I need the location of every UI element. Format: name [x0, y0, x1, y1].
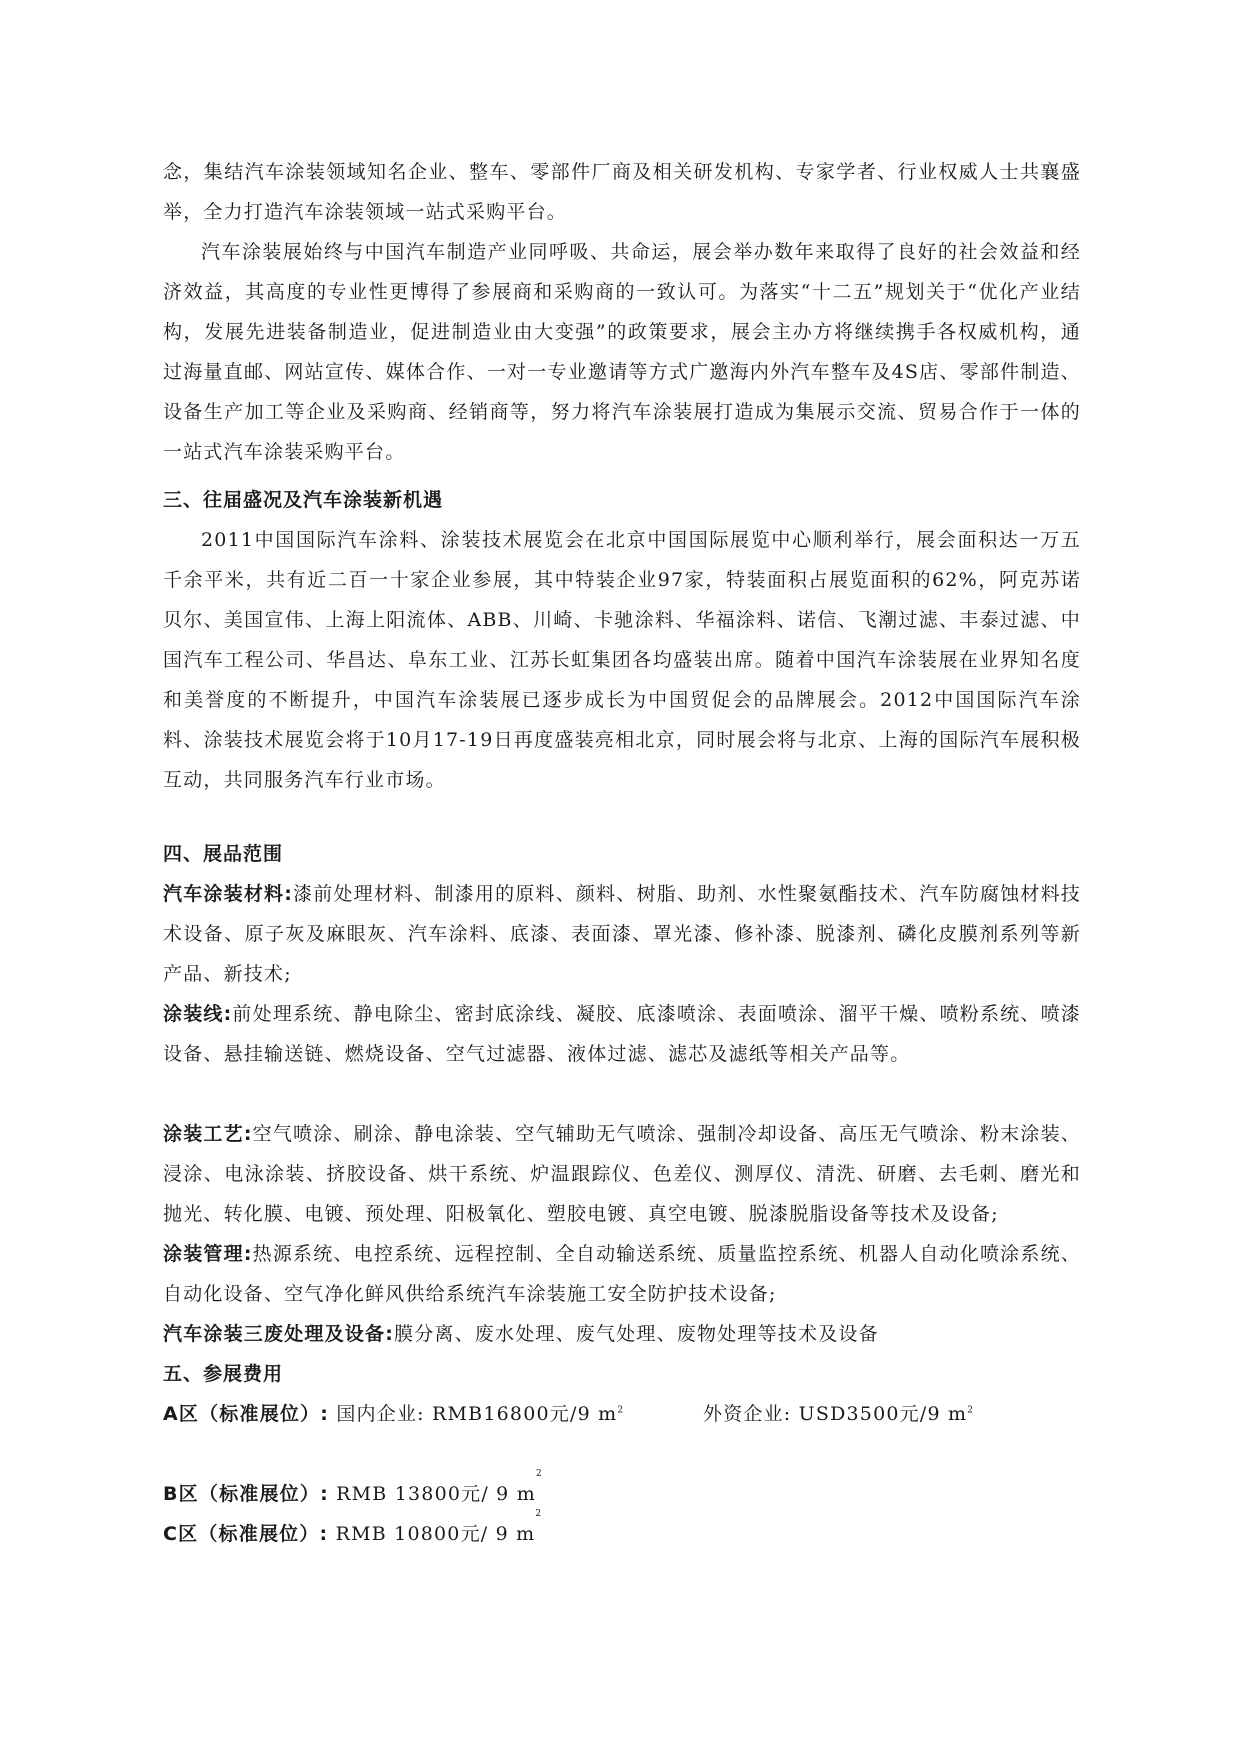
zone-b-label: B区（标准展位）: — [163, 1483, 329, 1505]
fee-zone-a-domestic — [163, 1394, 703, 1434]
exhibit-label-management: 涂装管理: — [163, 1243, 253, 1265]
fee-zone-a-foreign — [703, 1394, 974, 1434]
zone-c-label: C区（标准展位）: — [163, 1523, 329, 1545]
exhibit-label-process: 涂装工艺: — [163, 1123, 253, 1145]
zone-a-domestic-price: 国内企业: RMB16800元/9 m — [336, 1403, 618, 1425]
section5-title: 五、参展费用 — [163, 1363, 284, 1385]
exhibit-text-line: 前处理系统、静电除尘、密封底涂线、凝胶、底漆喷涂、表面喷涂、溜平干燥、喷粉系统、喷漆设备、悬挂输送链、燃烧设备、空气过滤器、液体过滤、滤芯及滤纸等相关产品等。 — [163, 1003, 1081, 1065]
exhibit-text-materials: 漆前处理材料、制漆用的原料、颜料、树脂、助剂、水性聚氨酯技术、汽车防腐蚀材料技术设备、原子灰及麻眼灰、汽车涂料、底漆、表面漆、罩光漆、修补漆、脱漆剂、磷化皮膜剂系列等新产品、新技术; — [163, 883, 1081, 985]
exhibit-text-management: 热源系统、电控系统、远程控制、全自动输送系统、质量监控系统、机器人自动化喷涂系统、自动化设备、空气净化鲜风供给系统汽车涂装施工安全防护技术设备; — [163, 1243, 1081, 1305]
fee-row-zone-c — [163, 1509, 1081, 1554]
section3-paragraph: 2011中国国际汽车涂料、涂装技术展览会在北京中国国际展览中心顺利举行，展会面积达一万五千余平米，共有近二百一十家企业参展，其中特装企业97家，特装面积占展览面积的62%，阿克苏诺贝尔、美国宣伟、上海上阳流体、ABB、川崎、卡驰涂料、华福涂料、诺信、飞潮过滤、丰泰过滤、中国汽车工程公司、华昌达、阜东工业、江苏长虹集团各均盛装出席。随着中国汽车涂装展在业界知名度和美誉度的不断提升，中国汽车涂装展已逐步成长为中国贸促会的品牌展会。2012中国国际汽车涂料、涂装技术展览会将于10月17-19日再度盛装亮相北京，同时展会将与北京、上海的国际汽车展积极互动，共同服务汽车行业市场。 — [163, 529, 1081, 791]
fee-row-zone-a — [163, 1394, 1081, 1434]
spacer — [163, 1434, 1081, 1474]
section3-title: 三、往届盛况及汽车涂装新机遇 — [163, 489, 444, 511]
exhibit-label-materials: 汽车涂装材料: — [163, 883, 294, 905]
exhibit-text-process: 空气喷涂、刷涂、静电涂装、空气辅助无气喷涂、强制冷却设备、高压无气喷涂、粉末涂装、浸涂、电泳涂装、挤胶设备、烘干系统、炉温跟踪仪、色差仪、测厚仪、清洗、研磨、去毛刺、磨光和抛光、转化膜、电镀、预处理、阳极氧化、塑胶电镀、真空电镀、脱漆脱脂设备等技术及设备; — [163, 1123, 1081, 1225]
unit-superscript: 2 — [535, 1509, 543, 1519]
section4-title: 四、展品范围 — [163, 843, 284, 865]
exhibit-item-line — [163, 994, 1081, 1074]
spacer — [163, 1074, 1081, 1114]
exhibit-item-waste — [163, 1314, 1081, 1354]
history-paragraph: 汽车涂装展始终与中国汽车制造产业同呼吸、共命运，展会举办数年来取得了良好的社会效益和经济效益，其高度的专业性更博得了参展商和采购商的一致认可。为落实“十二五”规划关于“优化产业结构，发展先进装备制造业，促进制造业由大变强”的政策要求，展会主办方将继续携手各权威机构，通过海量直邮、网站宣传、媒体合作、一对一专业邀请等方式广邀海内外汽车整车及4S店、零部件制造、设备生产加工等企业及采购商、经销商等，努力将汽车涂装展打造成为集展示交流、贸易合作于一体的一站式汽车涂装采购平台。 — [163, 241, 1081, 463]
exhibit-text-waste: 膜分离、废水处理、废气处理、废物处理等技术及设备 — [394, 1323, 879, 1345]
exhibit-label-waste: 汽车涂装三废处理及设备: — [163, 1323, 394, 1345]
zone-b-price: RMB 13800元/ 9 m — [336, 1483, 536, 1505]
zone-a-label: A区（标准展位）: — [163, 1403, 330, 1425]
unit-superscript: 2 — [967, 1405, 975, 1416]
exhibit-item-management — [163, 1234, 1081, 1314]
zone-a-foreign-price: 外资企业: USD3500元/9 m — [703, 1403, 968, 1425]
unit-superscript: 2 — [535, 1469, 543, 1479]
unit-superscript: 2 — [617, 1405, 625, 1416]
exhibit-item-process — [163, 1114, 1081, 1234]
exhibit-label-line: 涂装线: — [163, 1003, 233, 1025]
zone-c-price: RMB 10800元/ 9 m — [335, 1523, 536, 1545]
fee-row-zone-b — [163, 1469, 1081, 1514]
intro-paragraph: 念，集结汽车涂装领域知名企业、整车、零部件厂商及相关研发机构、专家学者、行业权威人士共襄盛举，全力打造汽车涂装领域一站式采购平台。 — [163, 161, 1081, 223]
exhibit-item-materials — [163, 874, 1081, 994]
